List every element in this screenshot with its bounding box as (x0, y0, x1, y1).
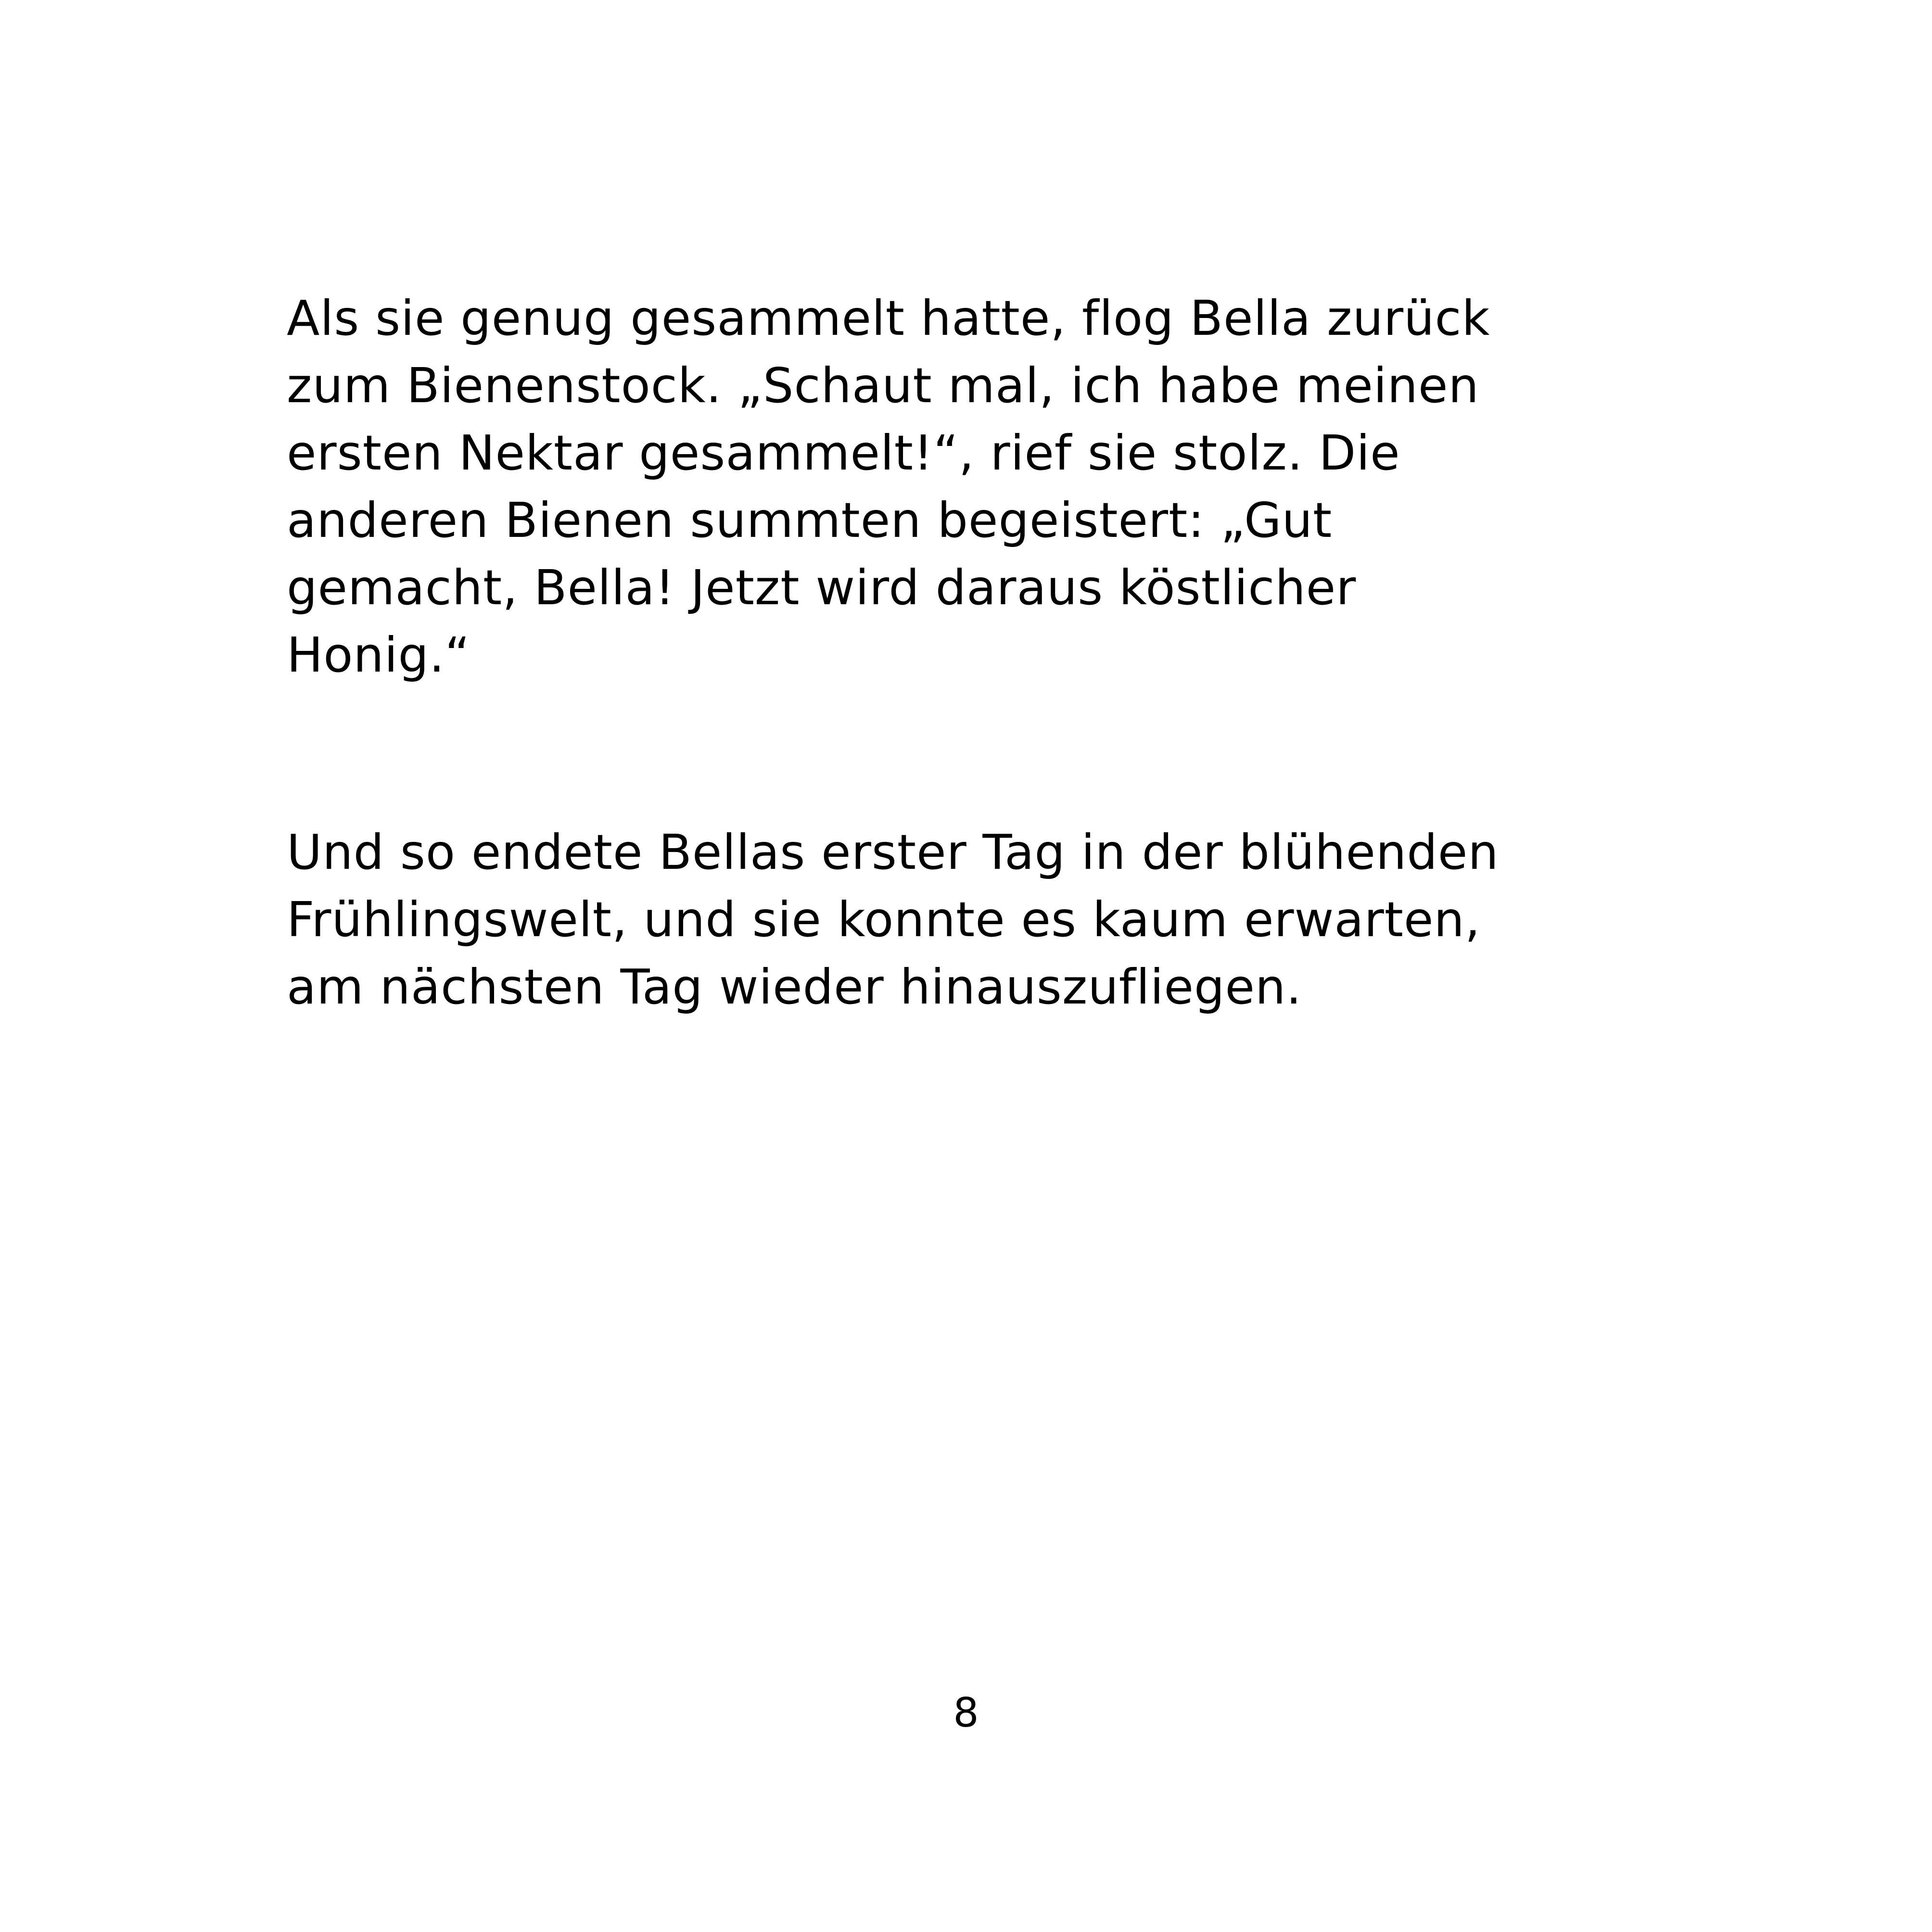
paragraph-1-line-2: zum Bienenstock. „Schaut mal, ich habe meinen (287, 357, 1479, 414)
paragraph-1-line-3: ersten Nektar gesammelt!“, rief sie stolz. Die (287, 425, 1400, 481)
page-number: 8 (953, 1689, 979, 1736)
story-paragraph-1 (287, 285, 1682, 689)
paragraph-1-line-5: gemacht, Bella! Jetzt wird daraus köstlicher (287, 559, 1357, 616)
paragraph-2-line-2: Frühlingswelt, und sie konnte es kaum erwarten, (287, 891, 1481, 948)
paragraph-1-line-6: Honig.“ (287, 627, 470, 683)
paragraph-2-line-1: Und so endete Bellas erster Tag in der blühenden (287, 824, 1499, 880)
paragraph-1-line-1: Als sie genug gesammelt hatte, flog Bella zurück (287, 290, 1490, 346)
paragraph-2-line-3: am nächsten Tag wieder hinauszufliegen. (287, 959, 1302, 1015)
story-paragraph-2 (287, 819, 1682, 1021)
paragraph-1-line-4: anderen Bienen summten begeistert: „Gut (287, 492, 1333, 548)
